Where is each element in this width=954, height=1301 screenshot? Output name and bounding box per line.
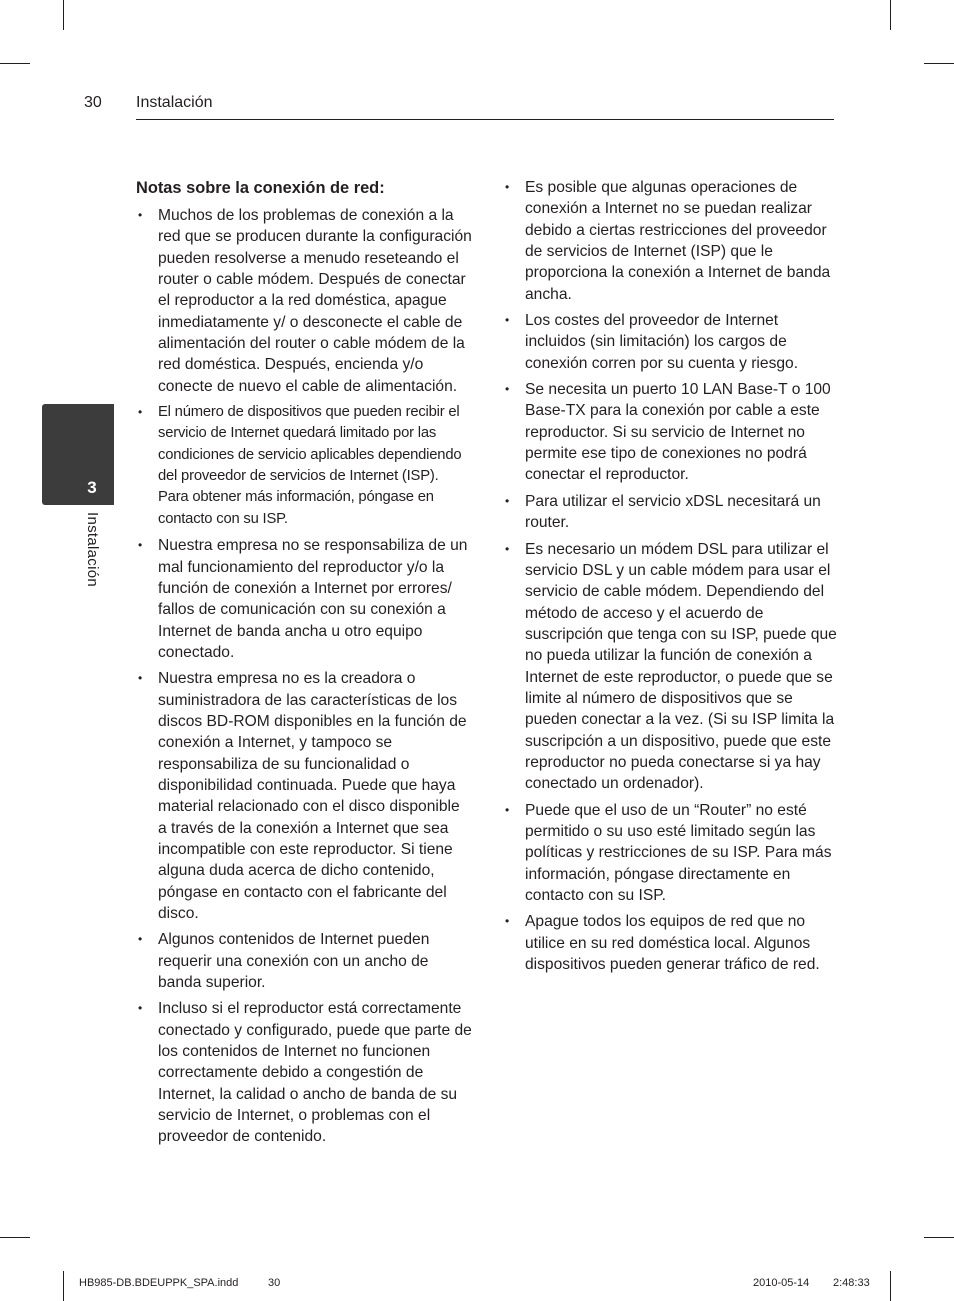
list-item-text: Es necesario un módem DSL para utilizar el servicio DSL y un cable módem para usar el servicio de cable módem. Dependiendo del método de acceso y el acuerdo de suscripción que tenga con su ISP, puede que no pueda utilizar la función de conexión a Internet de este reproductor, o puede que se limite al número de dispositivos que se pueden conectar a la vez. (Si su ISP limita la suscripción a un dispositivo, puede que este reproductor no pueda conectarse si ya hay conectado un ordenador). [525, 540, 837, 793]
list-item [136, 668, 472, 924]
bullet-icon: • [505, 382, 510, 397]
list-item [136, 535, 472, 663]
crop-mark [890, 1271, 891, 1301]
header-divider [136, 119, 834, 120]
list-item [503, 310, 839, 374]
crop-mark [924, 1237, 954, 1238]
list-item-text: Incluso si el reproductor está correctamente conectado y configurado, puede que parte de los contenidos de Internet no funcionen correctamente debido a congestión de Internet, la calidad o ancho de banda de su servicio de Internet, o problemas con el proveedor de contenido. [158, 1000, 472, 1146]
crop-mark [63, 0, 64, 30]
list-item-text: El número de dispositivos que pueden recibir el servicio de Internet quedará limitado por las condiciones de servicio aplicables dependiendo del proveedor de servicios de Internet (ISP). Para obtener más información, póngase en contacto con su ISP. [158, 404, 462, 527]
bullet-icon: • [505, 180, 510, 194]
bullet-icon: • [138, 1001, 143, 1016]
footer-time: 2:48:33 [833, 1277, 870, 1289]
list-item-text: Nuestra empresa no es la creadora o suministradora de las características de los discos BD-ROM disponibles en la función de conexión a Internet, y tampoco se responsabiliza de su funcionalidad o disponibilidad continuada. Puede que haya material relacionado con el disco disponible a través de la conexión a Internet que sea incompatible con este reproductor. Si tiene alguna duda acerca de dicho contenido, póngase en contacto con el fabricante del disco. [158, 670, 467, 922]
bullet-icon: • [505, 313, 510, 328]
footer-page: 30 [268, 1277, 281, 1289]
list-item [503, 491, 839, 534]
page-number: 30 [84, 94, 102, 111]
list-item-text: Se necesita un puerto 10 LAN Base-T o 100 Base-TX para la conexión por cable a este reproductor. Si su servicio de Internet no permite ese tipo de conexiones no podrá conectar el reproductor. [525, 381, 831, 484]
bullet-icon: • [505, 802, 510, 817]
list-item-text: Algunos contenidos de Internet pueden requerir una conexión con un ancho de banda superior. [158, 931, 430, 992]
bullet-icon: • [505, 914, 510, 929]
footer-filename: HB985-DB.BDEUPPK_SPA.indd [79, 1277, 239, 1289]
left-column [136, 177, 472, 1153]
chapter-number: 3 [87, 478, 97, 497]
list-item-text: Nuestra empresa no se responsabiliza de un mal funcionamiento del reproductor y/o la función de conexión a Internet por errores/ fallos de comunicación con su conexión a Internet de banda ancha u otro equipo conectado. [158, 537, 468, 661]
section-heading: Notas sobre la conexión de red: [136, 179, 385, 197]
crop-mark [0, 1237, 30, 1238]
crop-mark [924, 63, 954, 64]
list-item-text: Puede que el uso de un “Router” no esté permitido o su uso esté limitado según las políticas y restricciones de su ISP. Para más información, póngase directamente en contacto con su ISP. [525, 801, 832, 904]
page-title: Instalación [136, 94, 213, 111]
list-item-text: Es posible que algunas operaciones de conexión a Internet no se puedan realizar debido a ciertas restricciones del proveedor de servicios de Internet (ISP) que le proporciona la conexión a Internet de banda ancha. [525, 179, 831, 303]
crop-mark [0, 63, 30, 64]
chapter-label: Instalación [84, 512, 101, 588]
list-item [503, 539, 839, 795]
bullet-icon: • [138, 405, 143, 420]
list-item [503, 911, 839, 975]
list-item-text: Para utilizar el servicio xDSL necesitará un router. [525, 492, 821, 532]
right-bullet-list [503, 177, 839, 975]
footer-date: 2010-05-14 [753, 1277, 810, 1289]
list-item [503, 379, 839, 486]
bullet-icon: • [505, 541, 510, 556]
bullet-icon: • [505, 493, 510, 508]
list-item [136, 929, 472, 993]
left-bullet-list [136, 205, 472, 1148]
crop-mark [63, 1271, 64, 1301]
list-item-text: Apague todos los equipos de red que no utilice en su red doméstica local. Algunos dispositivos pueden generar tráfico de red. [525, 913, 820, 974]
list-item [136, 998, 472, 1147]
list-item-text: Muchos de los problemas de conexión a la red que se producen durante la configuración pueden resolverse a menudo reseteando el router o cable módem. Después de conectar el reproductor a la red doméstica, apague inmediatamente y/ o desconecte el cable de alimentación del router o cable módem de la red doméstica. Después, encienda y/o conecte de nuevo el cable de alimentación. [158, 207, 472, 395]
chapter-tab [42, 404, 114, 505]
list-item [503, 800, 839, 907]
list-item [136, 205, 472, 397]
bullet-icon: • [138, 208, 143, 222]
bullet-icon: • [138, 671, 143, 686]
list-item [503, 177, 839, 305]
list-item-text: Los costes del proveedor de Internet incluidos (sin limitación) los cargos de conexión corren por su cuenta y riesgo. [525, 312, 799, 372]
crop-mark [890, 0, 891, 30]
right-column [503, 177, 839, 980]
bullet-icon: • [138, 932, 143, 947]
list-item [136, 402, 472, 530]
bullet-icon: • [138, 538, 143, 553]
